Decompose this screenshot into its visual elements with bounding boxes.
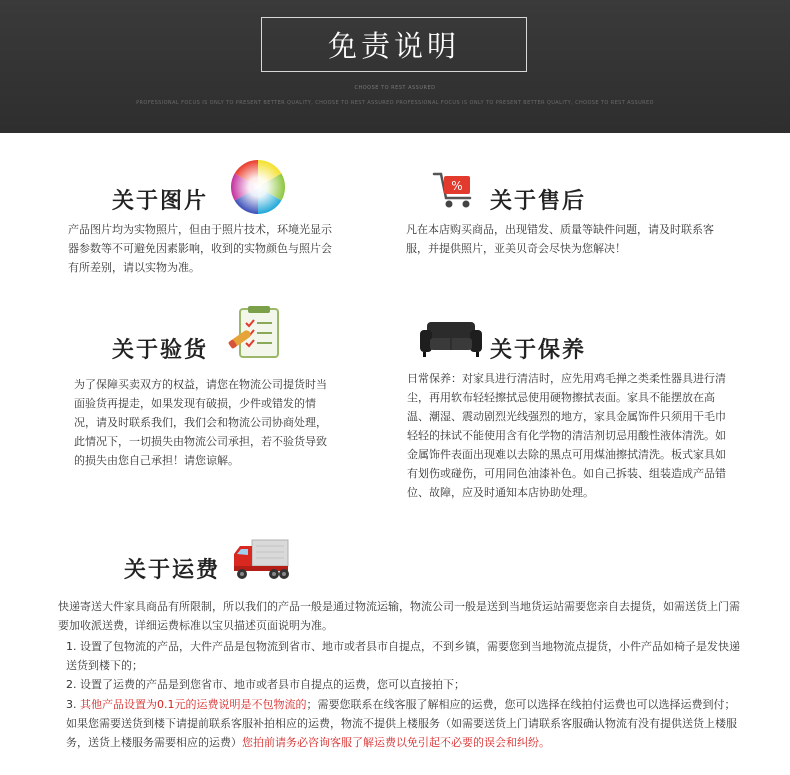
- header-banner: [0, 0, 790, 133]
- section-text-maintenance: 日常保养：对家具进行清洁时，应先用鸡毛掸之类柔性器具进行清尘，再用软布轻轻擦拭忌使用硬物擦拭表面。家具不能摆放在高温、潮湿、震动剧烈光线强烈的地方，家具金属饰件只须用干毛巾轻轻的抹试不能使用含有化学物的清洁剂切忌用酸性液体清洗。如金属饰件表面出现难以去除的黑点可用煤油擦拭清洗。板式家具如有划伤或碰伤，可用同色油漆补色。如自己拆装、组装造成产品错位、故障，应及时通知本店协助处理。: [407, 372, 726, 499]
- banner-tagline: PROFESSIONAL FOCUS IS ONLY TO PRESENT BETTER QUALITY, CHOOSE TO REST ASSURED PROFESSIONAL FOCUS IS ONLY TO PRESENT BETTER QUALITY, CHOOSE TO REST ASSURED: [136, 100, 654, 106]
- shipping-item-1: 1. 设置了包物流的产品，大件产品是包物流到省市、地市或者县市自提点，不到乡镇，需要您到当地物流点提货，小件产品如椅子是发快递送货到楼下的；: [66, 640, 740, 672]
- page-title: 免责说明: [261, 17, 527, 72]
- section-title-photos: 关于图片: [112, 189, 209, 214]
- shipping-item-3-notice: 您拍前请务必咨询客服了解运费以免引起不必要的误会和纠纷。: [242, 736, 550, 749]
- section-title-shipping: 关于运费: [124, 558, 221, 583]
- shipping-item-2: 2. 设置了运费的产品是到您省市、地市或者县市自提点的运费，您可以直接拍下；: [66, 678, 465, 691]
- checklist-icon: [226, 305, 284, 363]
- shipping-item-3-detail: ；需要您联系在线客服了解相应的运费，您可以选择在线拍付运费也可以选择运费到付；如果您需要送货到楼下请提前联系客服补拍相应的运费，物流不提供上楼服务（如需要送货上门请联系客服确认物流有没有提供送货上楼服务，送货上楼服务需要相应的运费）: [66, 698, 737, 749]
- shipping-item-3-warning: 其他产品设置为0.1元的运费说明是不包物流的: [80, 698, 307, 711]
- section-text-photos: 产品图片均为实物照片，但由于照片技术，环境光显示器参数等不可避免因素影响，收到的实物颜色与照片会有所差别，请以实物为准。: [68, 223, 332, 274]
- banner-subtitle: CHOOSE TO REST ASSURED: [354, 85, 436, 91]
- section-title-inspection: 关于验货: [112, 338, 209, 363]
- svg-text:%: %: [451, 179, 463, 193]
- shipping-intro: 快递寄送大件家具商品有所限制，所以我们的产品一般是通过物流运输，物流公司一般是送到当地货运站需要您亲自去提货，如需送货上门需要加收派送费，详细运费标准以宝贝描述页面说明为准。: [58, 600, 740, 632]
- shipping-item-3-number: 3.: [66, 698, 77, 711]
- shipping-item-3: [66, 695, 742, 752]
- truck-icon: [232, 538, 290, 582]
- section-text-after-sales: 凡在本店购买商品，出现错发、质量等缺件问题，请及时联系客服，并提供照片，亚美贝奇会尽快为您解决！: [406, 223, 714, 255]
- color-wheel-icon: [229, 158, 287, 216]
- section-title-maintenance: 关于保养: [490, 338, 587, 363]
- shopping-cart-icon: [432, 170, 476, 210]
- section-text-inspection: 为了保障买卖双方的权益，请您在物流公司提货时当面验货再提走，如果发现有破损，少件或错发的情况，请及时联系我们，我们会和物流公司协商处理，此情况下，一切损失由物流公司承担，若不验货导致的损失由您自己承担！请您谅解。: [74, 378, 327, 467]
- section-title-after-sales: 关于售后: [490, 189, 587, 214]
- sofa-icon: [419, 318, 483, 358]
